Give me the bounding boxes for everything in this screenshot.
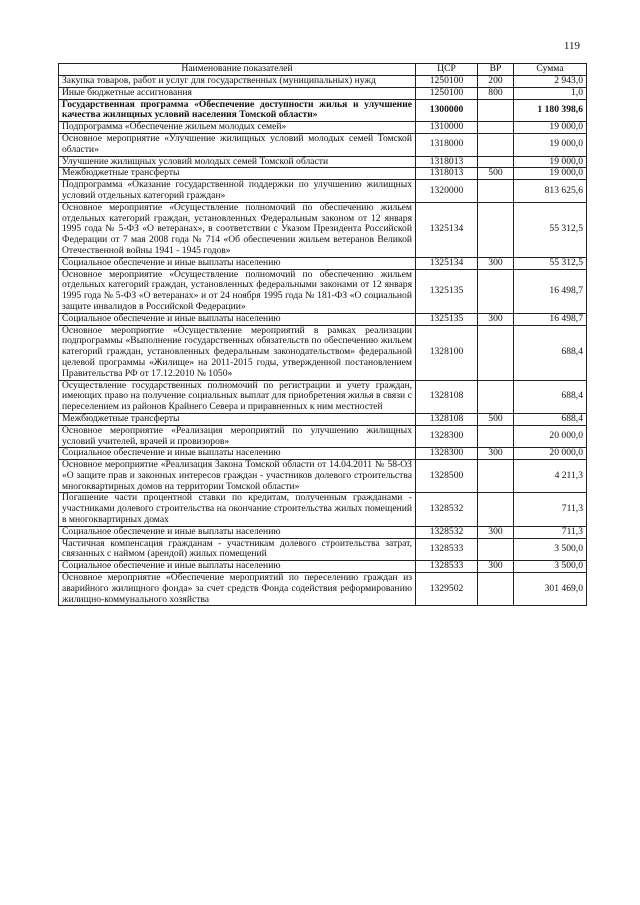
row-name: Основное мероприятие «Осуществление мероприятий в рамках реализации подпрограммы «Выполнение государственных обязательств по обеспечению жильем категорий граждан, установленных федеральным законодательством» федеральной целевой программы «Жилище» на 2011-2015 годы, утвержденной постановлением Правительства РФ от 17.12.2010 № 1050» [59,325,416,380]
row-name: Иные бюджетные ассигнования [59,87,416,99]
row-vr: 300 [478,526,514,538]
row-vr [478,380,514,413]
header-sum: Сумма [514,64,587,76]
row-sum: 3 500,0 [514,538,587,561]
table-row [59,257,587,269]
row-csr: 1318013 [416,168,478,180]
row-name: Основное мероприятие «Улучшение жилищных условий молодых семей Томской области» [59,133,416,156]
row-csr: 1328532 [416,493,478,526]
row-vr [478,269,514,313]
row-name: Основное мероприятие «Осуществление полномочий по обеспечению жильем отдельных категорий граждан, установленных Федеральным законом от 12 января 1995 года № 5-ФЗ «О ветеранах», в соответствии с Указом Президента Российской Федерации от 7 мая 2008 года № 714 «Об обеспечении жильем ветеранов Великой Отечественной войны 1941 - 1945 годов» [59,202,416,257]
row-csr: 1318000 [416,133,478,156]
row-name: Социальное обеспечение и иные выплаты населению [59,526,416,538]
row-sum: 19 000,0 [514,156,587,168]
row-name: Подпрограмма «Оказание государственной поддержки по улучшению жилищных условий отдельных категорий граждан» [59,180,416,203]
row-name: Социальное обеспечение и иные выплаты населению [59,561,416,573]
row-name: Частичная компенсация гражданам - участникам долевого строительства затрат, связанных с наймом (арендой) жилых помещений [59,538,416,561]
table-row [59,168,587,180]
header-vr: ВР [478,64,514,76]
table-row [59,87,587,99]
row-csr: 1328500 [416,460,478,493]
row-sum: 20 000,0 [514,425,587,448]
row-sum: 1,0 [514,87,587,99]
row-name: Основное мероприятие «Обеспечение мероприятий по переселению граждан из аварийного жилищного фонда» за счет средств Фонда содействия реформированию жилищно-коммунального хозяйства [59,573,416,606]
row-name: Подпрограмма «Обеспечение жильем молодых семей» [59,122,416,134]
table-row [59,425,587,448]
row-vr: 300 [478,257,514,269]
row-sum: 55 312,5 [514,257,587,269]
table-body [59,76,587,606]
row-vr: 500 [478,168,514,180]
table-row [59,526,587,538]
table-row [59,156,587,168]
table-row [59,573,587,606]
row-vr: 300 [478,448,514,460]
row-csr: 1328300 [416,425,478,448]
row-sum: 16 498,7 [514,313,587,325]
table-row [59,180,587,203]
row-vr [478,493,514,526]
row-sum: 4 211,3 [514,460,587,493]
table-row [59,380,587,413]
table-row [59,202,587,257]
row-vr [478,122,514,134]
row-vr [478,425,514,448]
budget-table [58,63,587,606]
table-row [59,413,587,425]
table-row [59,269,587,313]
row-name: Социальное обеспечение и иные выплаты населению [59,257,416,269]
row-sum: 711,3 [514,526,587,538]
table-row [59,448,587,460]
row-sum: 688,4 [514,413,587,425]
row-vr: 300 [478,313,514,325]
table-row [59,561,587,573]
header-name: Наименование показателей [59,64,416,76]
row-sum: 55 312,5 [514,202,587,257]
row-sum: 301 469,0 [514,573,587,606]
table-row [59,460,587,493]
row-name: Основное мероприятие «Реализация Закона Томской области от 14.04.2011 № 58-ОЗ «О защите прав и законных интересов граждан - участников долевого строительства многоквартирных домов на территории Томской области» [59,460,416,493]
row-name: Межбюджетные трансферты [59,168,416,180]
row-name: Социальное обеспечение и иные выплаты населению [59,313,416,325]
row-csr: 1328108 [416,413,478,425]
row-csr: 1325134 [416,202,478,257]
row-name: Закупка товаров, работ и услуг для государственных (муниципальных) нужд [59,76,416,88]
row-csr: 1300000 [416,99,478,122]
row-csr: 1328533 [416,561,478,573]
row-csr: 1325135 [416,269,478,313]
row-vr: 300 [478,561,514,573]
row-name: Основное мероприятие «Осуществление полномочий по обеспечению жильем отдельных категорий граждан, установленных федеральными законами от 12 января 1995 года № 5-ФЗ «О ветеранах» и от 24 ноября 1995 года № 181-ФЗ «О социальной защите инвалидов в Российской Федерации» [59,269,416,313]
table-row [59,493,587,526]
row-vr [478,156,514,168]
row-csr: 1328533 [416,538,478,561]
row-sum: 1 180 398,6 [514,99,587,122]
row-csr: 1250100 [416,76,478,88]
row-vr [478,99,514,122]
row-vr [478,133,514,156]
row-vr [478,180,514,203]
row-sum: 688,4 [514,380,587,413]
row-sum: 16 498,7 [514,269,587,313]
row-vr: 800 [478,87,514,99]
table-row [59,538,587,561]
table-row [59,76,587,88]
table-row [59,313,587,325]
table-header-row [59,64,587,76]
row-name: Улучшение жилищных условий молодых семей Томской области [59,156,416,168]
row-csr: 1325134 [416,257,478,269]
row-csr: 1310000 [416,122,478,134]
row-name: Социальное обеспечение и иные выплаты населению [59,448,416,460]
row-sum: 2 943,0 [514,76,587,88]
row-vr [478,538,514,561]
row-sum: 19 000,0 [514,168,587,180]
row-name: Государственная программа «Обеспечение доступности жилья и улучшение качества жилищных условий населения Томской области» [59,99,416,122]
row-name: Погашение части процентной ставки по кредитам, полученным гражданами - участниками долевого строительства на окончание строительства жилых помещений в многоквартирных домах [59,493,416,526]
row-sum: 19 000,0 [514,122,587,134]
row-name: Осуществление государственных полномочий по регистрации и учету граждан, имеющих право на получение социальных выплат для приобретения жилья в связи с переселением из районов Крайнего Севера и приравненных к ним местностей [59,380,416,413]
row-csr: 1328108 [416,380,478,413]
row-name: Основное мероприятие «Реализация мероприятий по улучшению жилищных условий учителей, врачей и провизоров» [59,425,416,448]
row-vr [478,573,514,606]
row-sum: 3 500,0 [514,561,587,573]
row-vr [478,202,514,257]
row-sum: 688,4 [514,325,587,380]
header-csr: ЦСР [416,64,478,76]
row-csr: 1320000 [416,180,478,203]
row-vr [478,325,514,380]
row-sum: 813 625,6 [514,180,587,203]
table-row [59,122,587,134]
row-vr: 500 [478,413,514,425]
page-number: 119 [563,40,580,52]
row-csr: 1318013 [416,156,478,168]
row-csr: 1328300 [416,448,478,460]
row-sum: 20 000,0 [514,448,587,460]
row-csr: 1325135 [416,313,478,325]
row-name: Межбюджетные трансферты [59,413,416,425]
table-row [59,325,587,380]
row-csr: 1329502 [416,573,478,606]
table-row [59,99,587,122]
table-row [59,133,587,156]
row-vr: 200 [478,76,514,88]
row-csr: 1328532 [416,526,478,538]
row-sum: 711,3 [514,493,587,526]
row-sum: 19 000,0 [514,133,587,156]
row-csr: 1328100 [416,325,478,380]
row-csr: 1250100 [416,87,478,99]
row-vr [478,460,514,493]
